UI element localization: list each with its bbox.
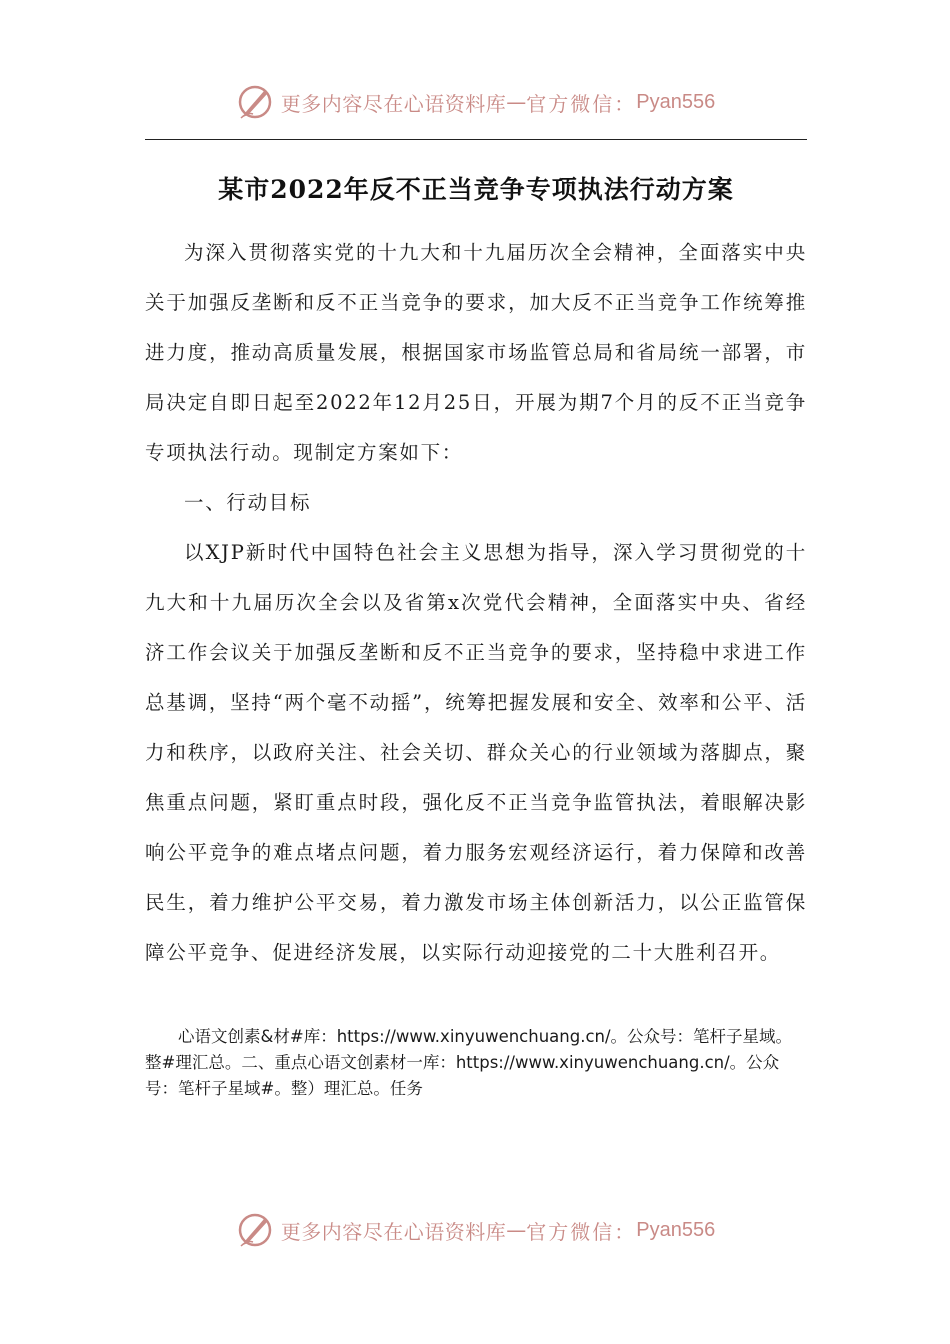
footer-note: 心语文创素&材#库：https://www.xinyuwenchuang.cn/。公众号：笔杆子星域。整#理汇总。二、重点心语文创素材一库：https://www.xinyuwenchuang.cn/。公众号：笔杆子星域#。整）理汇总。任务 <box>145 1027 793 1098</box>
banner-wechat-label: 官方微信： <box>526 1219 637 1244</box>
banner-separator: — <box>506 1218 527 1242</box>
banner-separator: — <box>506 90 527 114</box>
document-title: 某市2022年反不正当竞争专项执法行动方案 <box>218 175 734 204</box>
banner-text: 更多内容尽在心语资料库 <box>280 91 507 116</box>
footer-banner <box>0 1208 950 1252</box>
banner-wechat-label: 官方微信： <box>526 91 637 116</box>
intro-paragraph: 为深入贯彻落实党的十九大和十九届历次全会精神，全面落实中央关于加强反垄断和反不正当竞争的要求，加大反不正当竞争工作统筹推进力度，推动高质量发展，根据国家市场监管总局和省局统一部署，市局决定自即日起至2022年12月25日，开展为期7个月的反不正当竞争专项执法行动。现制定方案如下： <box>145 241 807 464</box>
banner-wechat-id: Pyan556 <box>636 1218 716 1241</box>
banner-wechat-id: Pyan556 <box>636 90 716 113</box>
pen-logo-icon <box>235 1210 275 1250</box>
objective-paragraph: 以XJP新时代中国特色社会主义思想为指导，深入学习贯彻党的十九大和十九届历次全会以及省第x次党代会精神，全面落实中央、省经济工作会议关于加强反垄断和反不正当竞争的要求，坚持稳中求进工作总基调，坚持“两个毫不动摇”，统筹把握发展和安全、效率和公平、活力和秩序，以政府关注、社会关切、群众关心的行业领域为落脚点，聚焦重点问题，紧盯重点时段，强化反不正当竞争监管执法，着眼解决影响公平竞争的难点堵点问题，着力服务宏观经济运行，着力保障和改善民生，着力维护公平交易，着力激发市场主体创新活力，以公正监管保障公平竞争、促进经济发展，以实际行动迎接党的二十大胜利召开。 <box>145 541 807 964</box>
banner-text: 更多内容尽在心语资料库 <box>280 1219 507 1244</box>
header-divider <box>145 139 807 140</box>
header-banner <box>0 80 950 124</box>
document-body <box>145 228 807 978</box>
section-heading: 一、行动目标 <box>184 491 312 514</box>
pen-logo-icon <box>235 82 275 122</box>
